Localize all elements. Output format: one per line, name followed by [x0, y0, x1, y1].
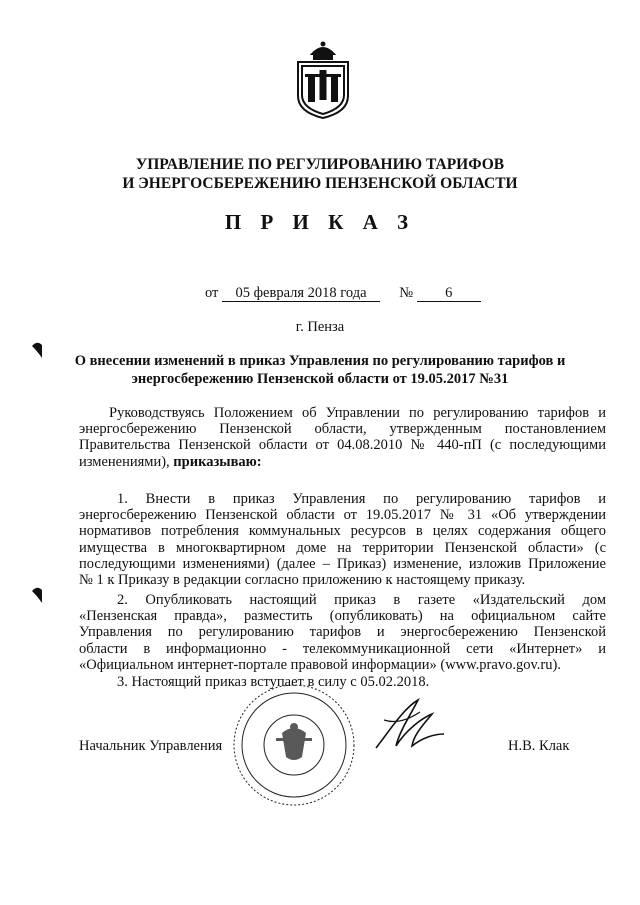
- official-seal-icon: [232, 683, 356, 807]
- signatory-position: Начальник Управления: [79, 738, 223, 754]
- preamble-line: энергосбережению Пензенской области, утвержденным постановлением: [79, 421, 606, 438]
- preamble-paragraph: [79, 405, 606, 470]
- item2-line: области в информационно - телекоммуникационной сети «Интернет» и: [79, 640, 606, 657]
- item2-line: Управления по регулированию тарифов и энергосбережению Пензенской: [79, 624, 606, 641]
- date-prefix: от: [205, 285, 219, 301]
- preamble-tail: изменениями),: [79, 453, 174, 470]
- signatory-name: Н.В. Клак: [508, 738, 570, 754]
- date-line: [205, 285, 481, 302]
- order-keyword: приказываю:: [173, 453, 262, 470]
- handwritten-signature-icon: [370, 690, 450, 770]
- subject-line1: О внесении изменений в приказ Управления по регулированию тарифов и: [74, 353, 566, 369]
- punch-hole-icon: [30, 340, 44, 358]
- item1-line: нормативов потребления коммунальных ресурсов в целях содержания общего: [79, 523, 606, 540]
- preamble-line: Руководствуясь Положением об Управлении по регулированию тарифов и: [109, 405, 606, 421]
- item1-line: энергосбережению Пензенской области от 19.05.2017 № 31 «Об утверждении: [79, 507, 606, 524]
- item3-line: 3. Настоящий приказ вступает в силу с 05.02.2018.: [117, 674, 430, 690]
- item1-line: 1. Внести в приказ Управления по регулированию тарифов и: [117, 491, 606, 507]
- penza-coat-of-arms-icon: [290, 40, 356, 120]
- document-type-title: П Р И К А З: [224, 210, 416, 234]
- agency-name-line1: УПРАВЛЕНИЕ ПО РЕГУЛИРОВАНИЮ ТАРИФОВ: [135, 156, 505, 173]
- city: г. Пенза: [295, 319, 345, 335]
- item2-line: 2. Опубликовать настоящий приказ в газете «Издательский дом: [117, 592, 606, 608]
- subject-line2: энергосбережению Пензенской области от 19.05.2017 №31: [131, 371, 509, 387]
- punch-hole-icon: [30, 585, 44, 603]
- subject-heading: [0, 352, 640, 388]
- agency-name-line2: И ЭНЕРГОСБЕРЕЖЕНИЮ ПЕНЗЕНСКОЙ ОБЛАСТИ: [122, 175, 518, 192]
- preamble-last-line: [79, 454, 606, 470]
- item1-line: № 1 к Приказу в редакции согласно приложению к настоящему приказу.: [79, 572, 526, 589]
- item1-line: последующими изменениями) (далее – Приказ) изменение, изложив Приложение: [79, 555, 606, 572]
- order-item-1: [79, 491, 606, 588]
- item2-line: «Официальном интернет-портале правовой информации» (www.pravo.gov.ru).: [79, 656, 561, 673]
- document-number: 6: [417, 286, 481, 302]
- item2-line: «Пензенская правда», разместить (опубликовать) на официальном сайте: [79, 608, 606, 625]
- item1-line: имущества в многоквартирном доме на территории Пензенской области» (с: [79, 539, 606, 556]
- document-date: 05 февраля 2018 года: [222, 286, 380, 302]
- order-item-2: [79, 592, 606, 673]
- number-label: №: [399, 285, 414, 301]
- preamble-line: Правительства Пензенской области от 04.08.2010 № 440-пП (с последующими: [79, 437, 606, 454]
